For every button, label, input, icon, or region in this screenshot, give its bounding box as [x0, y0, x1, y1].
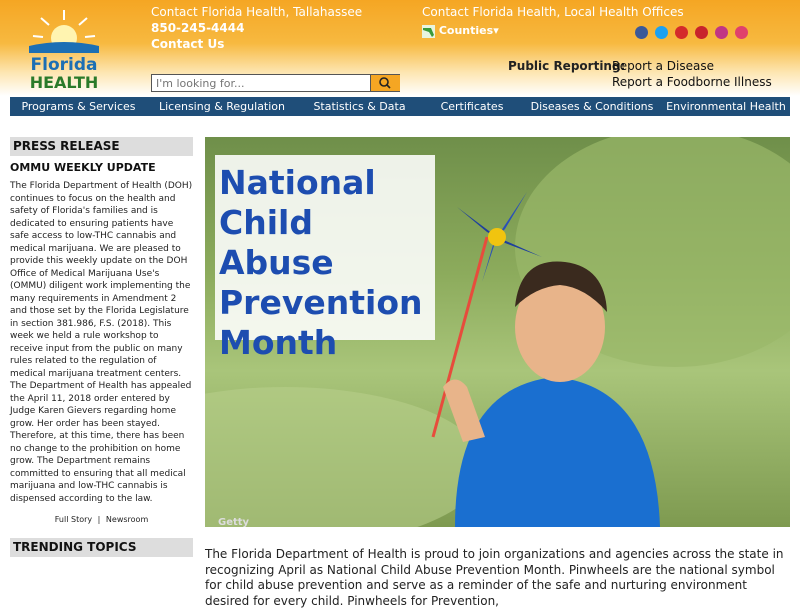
contact-tallahassee-link[interactable]: Contact Florida Health, Tallahassee [151, 5, 363, 19]
nav-certificates[interactable]: Certificates [440, 100, 504, 113]
search-input[interactable] [152, 75, 370, 91]
report-foodborne-link[interactable]: Report a Foodborne Illness [612, 75, 772, 89]
hero-title: National Child Abuse Prevention Month [219, 163, 423, 362]
nav-statistics-data[interactable]: Statistics & Data [313, 100, 406, 113]
hero-image[interactable] [205, 137, 790, 527]
florida-health-logo[interactable] [27, 8, 101, 90]
instagram-icon[interactable] [715, 26, 728, 39]
youtube-icon[interactable] [675, 26, 688, 39]
sidebar-links [10, 515, 193, 524]
counties-dropdown[interactable] [422, 24, 499, 38]
nav-environmental-health[interactable]: Environmental Health [666, 100, 786, 113]
photo-credit: Getty [218, 517, 250, 527]
article-body: The Florida Department of Health is proud to join organizations and agencies across the state in recognizing April as National Child Abuse Prevention Month. Pinwheels are the national symbol for child abuse prevention and serve as a reminder of the safe and nurturing environment desired for every child. Pinwheels for Prevention, [205, 547, 784, 608]
counties-label: Counties [438, 24, 494, 37]
report-disease-link[interactable]: Report a Disease [612, 59, 714, 73]
svg-text:Florida: Florida [30, 55, 98, 75]
phone-number: 850-245-4444 [151, 21, 245, 35]
full-story-link[interactable]: Full Story [54, 515, 93, 524]
search-box [151, 74, 400, 92]
contact-us-link[interactable]: Contact Us [151, 37, 225, 51]
svg-text:HEALTH: HEALTH [29, 73, 99, 90]
pinterest-icon[interactable] [695, 26, 708, 39]
trending-topics-heading: TRENDING TOPICS [10, 538, 193, 557]
nav-programs-services[interactable]: Programs & Services [21, 100, 136, 113]
press-release-heading: PRESS RELEASE [10, 137, 193, 156]
press-release-body: The Florida Department of Health (DOH) continues to focus on the health and safety of Florida's families and is dedicated to ensuring patients have safe access to low-THC cannabis and medical marijuana. We are pleased to provide this weekly update on the DOH Office of Medical Marijuana Use's (OMMU) diligent work implementing the many requirements in Amendment 2 and those set by the Florida Legislature in section 381.986, F.S. (2018). This week we held a rule workshop to receive input from the public on many rules related to the regulation of medical marijuana treatment centers. The Department of Health has appealed the April 11, 2018 order entered by Judge Karen Gievers regarding home grow. Her order has been stayed. Therefore, at this time, there has been no change to the prohibition on home grow. The Department remains committed to ensuring that all medical marijuana and low-THC cannabis is dispensed according to the law. [10, 181, 193, 504]
sidebar [10, 137, 193, 557]
other-social-icon[interactable] [735, 26, 748, 39]
public-reporting-label: Public Reporting: [508, 59, 626, 73]
main-nav [10, 97, 790, 116]
chevron-down-icon: ▾ [493, 24, 499, 37]
facebook-icon[interactable] [635, 26, 648, 39]
nav-diseases-conditions[interactable]: Diseases & Conditions [530, 100, 654, 113]
search-icon [371, 75, 401, 91]
twitter-icon[interactable] [655, 26, 668, 39]
site-header [0, 0, 800, 96]
divider: | [97, 515, 101, 524]
newsroom-link[interactable]: Newsroom [105, 515, 149, 524]
contact-local-offices-link[interactable]: Contact Florida Health, Local Health Offices [422, 5, 684, 19]
search-button[interactable] [370, 75, 400, 91]
ommu-title: OMMU WEEKLY UPDATE [10, 161, 156, 174]
florida-map-icon [422, 25, 435, 38]
nav-licensing-regulation[interactable]: Licensing & Regulation [158, 100, 286, 113]
